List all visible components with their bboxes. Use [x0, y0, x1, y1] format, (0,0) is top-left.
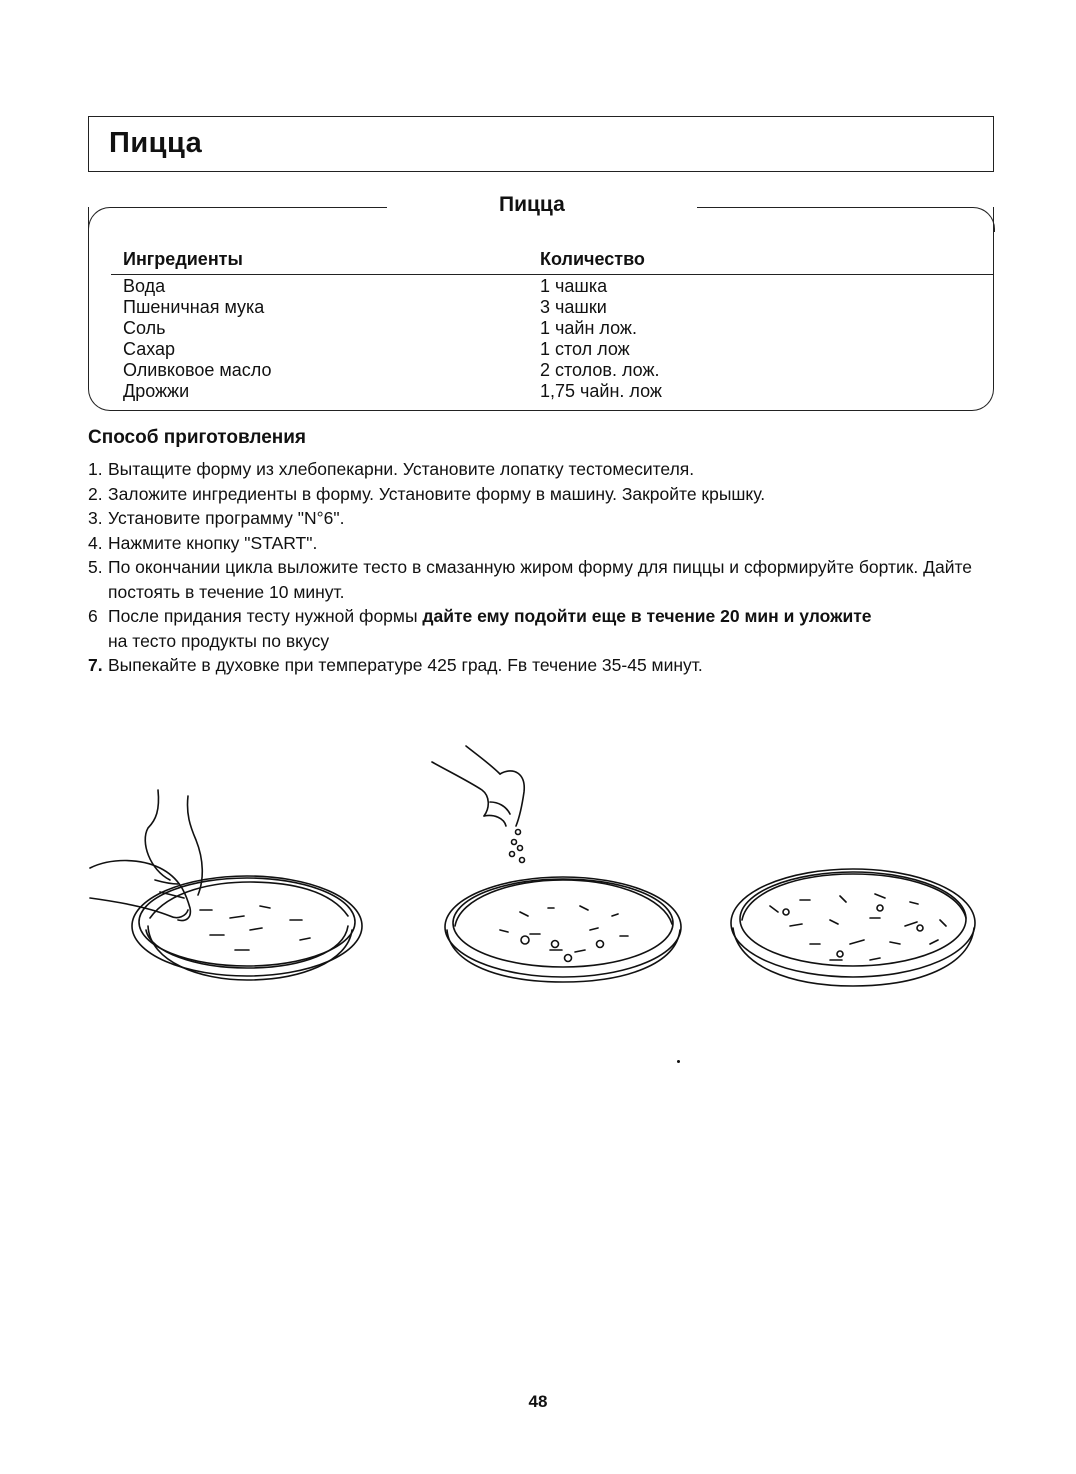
step-item: [88, 604, 988, 653]
page-number: 48: [528, 1392, 548, 1411]
ingredient-item: Дрожжи: [123, 381, 190, 401]
frame-top-line-left: [111, 207, 387, 208]
step-number: 5.: [88, 557, 103, 577]
step-number: 3.: [88, 508, 103, 528]
step-text: По окончании цикла выложите тесто в смазанную жиром форму для пиццы и сформируйте бортик. Дайте постоять в течение 10 минут.: [108, 557, 973, 602]
ingredients-header: Ингредиенты: [123, 249, 243, 269]
pizza-pan-topped-illustration: [731, 869, 975, 986]
pizza-illustrations: [0, 730, 1076, 1030]
method-steps: [88, 457, 988, 678]
step-number: 7.: [88, 655, 103, 675]
ingredient-item: Сахар: [123, 339, 176, 359]
step-text: Вытащите форму из хлебопекарни. Установите лопатку тестомесителя.: [108, 459, 695, 479]
quantity-item: 1,75 чайн. лож: [540, 381, 662, 401]
quantities-list: [540, 276, 662, 402]
pizza-pan-topping-illustration: [432, 746, 681, 982]
quantity-item: 1 чашка: [540, 276, 608, 296]
recipe-table: [88, 193, 994, 411]
step-text: После придания тесту нужной формы: [108, 606, 423, 626]
ingredient-item: Вода: [123, 276, 166, 296]
method-title: Способ приготовления: [88, 427, 307, 448]
quantity-item: 1 чайн лож.: [540, 318, 637, 338]
step-item: [88, 653, 988, 678]
step-text: на тесто продукты по вкусу: [108, 630, 330, 651]
quantity-item: 1 стол лож: [540, 339, 630, 359]
step-number: 4.: [88, 532, 103, 553]
step-number: 1.: [88, 459, 103, 479]
header-divider: [111, 274, 993, 275]
step-item: [88, 457, 988, 482]
step-number: 6: [88, 606, 98, 626]
quantity-item: 2 столов. лож.: [540, 360, 660, 380]
step-text-bold: дайте ему подойти еще в течение 20 мин и уложите: [422, 606, 872, 626]
step-number: 2.: [88, 483, 103, 504]
recipe-title: Пицца: [499, 193, 565, 216]
ingredient-item: Оливковое масло: [123, 360, 272, 380]
pizza-pan-shaping-illustration: [90, 790, 362, 980]
ingredients-list: [123, 276, 272, 402]
page-title: Пицца: [109, 127, 203, 159]
quantity-item: 3 чашки: [540, 297, 607, 317]
step-item: [88, 555, 988, 604]
frame-corner-left: [88, 207, 113, 232]
step-item: [88, 506, 988, 531]
stray-dot: [677, 1060, 680, 1063]
step-item: [88, 482, 988, 507]
quantity-header: Количество: [540, 249, 645, 269]
step-text: Установите программу "N°6".: [108, 508, 345, 528]
frame-corner-right: [970, 207, 995, 232]
frame-top-line-right: [697, 207, 973, 208]
ingredient-item: Пшеничная мука: [123, 297, 265, 317]
page-heading-box: [88, 116, 994, 172]
step-text: Нажмите кнопку "START".: [108, 532, 318, 553]
step-text: Выпекайте в духовке при температуре 425 град. Fв течение 35-45 минут.: [108, 655, 703, 675]
step-item: [88, 531, 988, 556]
step-text: Заложите ингредиенты в форму. Установите форму в машину. Закройте крышку.: [108, 483, 766, 504]
ingredient-item: Соль: [123, 318, 166, 338]
